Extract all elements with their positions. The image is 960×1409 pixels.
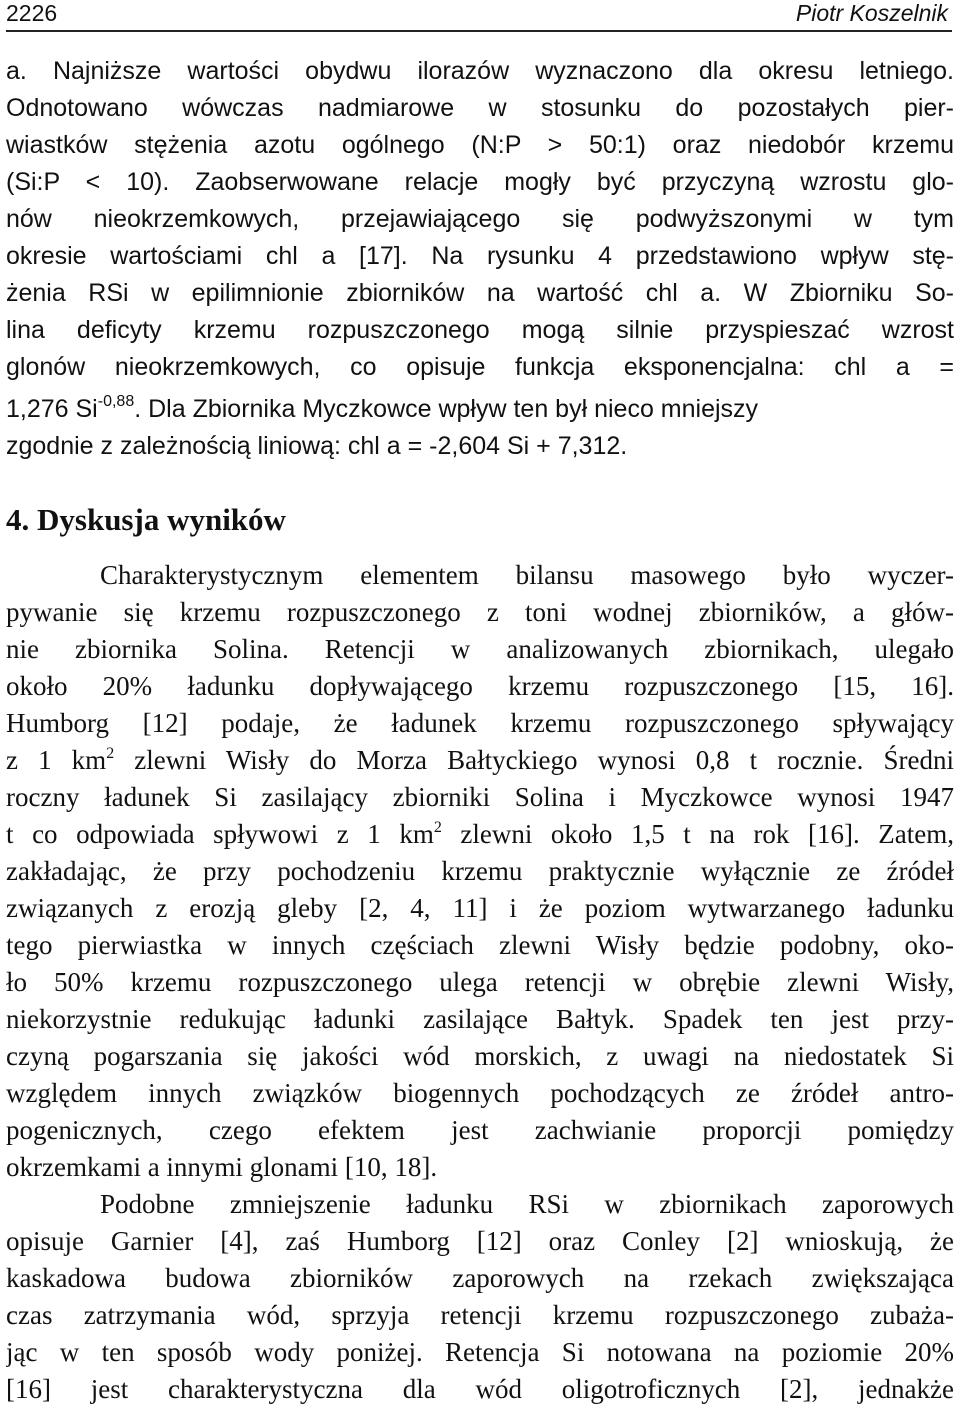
text-line: wiastków stężenia azotu ogólnego (N:P > 50:1) oraz niedobór krzemu [6, 131, 954, 159]
text-line [6, 742, 954, 779]
text-line: a. Najniższe wartości obydwu ilorazów wyznaczono dla okresu letniego. [6, 57, 954, 85]
superscript: 2 [106, 745, 115, 762]
text-line: nów nieokrzemkowych, przejawiającego się podwyższonymi w tym [6, 205, 954, 233]
text-line: ło 50% krzemu rozpuszczonego ulega retencji w obrębie zlewni Wisły, [6, 967, 954, 997]
text-fragment: z 1 km [6, 745, 107, 775]
text-line: względem innych związków biogennych pochodzących ze źródeł antro- [6, 1078, 954, 1108]
text-line: jąc w ten sposób wody poniżej. Retencja Si notowana na poziomie 20% [6, 1337, 954, 1367]
formula-exponent: -0,88 [97, 393, 135, 410]
text-fragment: zlewni Wisły do Morza Bałtyckiego wynosi 0,8 t rocznie. Średni [114, 745, 954, 775]
formula-line [6, 391, 954, 428]
text-line: pywanie się krzemu rozpuszczonego z toni wodnej zbiorników, a głów- [6, 597, 954, 627]
formula-rest: . Dla Zbiornika Myczkowce wpływ ten był nieco mniejszy [134, 395, 759, 423]
text-line: pogenicznych, czego efektem jest zachwianie proporcji pomiędzy [6, 1115, 954, 1145]
superscript: 2 [433, 819, 442, 836]
text-line: lina deficyty krzemu rozpuszczonego mogą silnie przyspieszać wzrost [6, 316, 954, 344]
text-line: okresie wartościami chl a [17]. Na rysunku 4 przedstawiono wpływ stę- [6, 242, 954, 270]
text-line: około 20% ładunku dopływającego krzemu rozpuszczonego [15, 16]. [6, 671, 954, 701]
page-number: 2226 [6, 0, 58, 26]
text-fragment: t co odpowiada spływowi z 1 km [6, 819, 434, 849]
text-fragment: zlewni około 1,5 t na rok [16]. Zatem, [441, 819, 954, 849]
text-line: niekorzystnie redukując ładunki zasilające Bałtyk. Spadek ten jest przy- [6, 1004, 954, 1034]
text-line: opisuje Garnier [4], zaś Humborg [12] oraz Conley [2] wnioskują, że [6, 1226, 954, 1256]
text-line: glonów nieokrzemkowych, co opisuje funkcja eksponencjalna: chl a = [6, 353, 954, 381]
text-line: Charakterystycznym elementem bilansu masowego było wyczer- [100, 560, 954, 590]
text-line: Humborg [12] podaje, że ładunek krzemu rozpuszczonego spływający [6, 708, 954, 738]
text-line [6, 816, 954, 853]
text-line: kaskadowa budowa zbiorników zaporowych na rzekach zwiększająca [6, 1263, 954, 1293]
text-line: zakładając, że przy pochodzeniu krzemu praktycznie wyłącznie ze źródeł [6, 856, 954, 886]
formula-base: 1,276 Si [6, 395, 98, 423]
text-line: Podobne zmniejszenie ładunku RSi w zbiornikach zaporowych [100, 1189, 954, 1219]
text-line: (Si:P < 10). Zaobserwowane relacje mogły być przyczyną wzrostu glo- [6, 168, 954, 196]
text-line: Odnotowano wówczas nadmiarowe w stosunku do pozostałych pier- [6, 94, 954, 122]
text-line: czas zatrzymania wód, sprzyja retencji krzemu rozpuszczonego zubaża- [6, 1300, 954, 1330]
text-line: okrzemkami a innymi glonami [10, 18]. [6, 1152, 438, 1182]
text-line: roczny ładunek Si zasilający zbiorniki Solina i Myczkowce wynosi 1947 [6, 782, 954, 812]
page-header [6, 0, 952, 32]
text-line: związanych z erozją gleby [2, 4, 11] i że poziom wytwarzanego ładunku [6, 893, 954, 923]
text-line: nie zbiornika Solina. Retencji w analizowanych zbiornikach, ulegało [6, 634, 954, 664]
text-line: czyną pogarszania się jakości wód morskich, z uwagi na niedostatek Si [6, 1041, 954, 1071]
text-line: [16] jest charakterystyczna dla wód oligotroficznych [2], jednakże [6, 1374, 954, 1404]
text-line: zgodnie z zależnością liniową: chl a = -2,604 Si + 7,312. [6, 432, 628, 460]
section-heading: 4. Dyskusja wyników [6, 502, 286, 537]
text-line: tego pierwiastka w innych częściach zlewni Wisły będzie podobny, oko- [6, 930, 954, 960]
running-author: Piotr Koszelnik [795, 0, 948, 26]
text-line: żenia RSi w epilimnionie zbiorników na wartość chl a. W Zbiorniku So- [6, 279, 954, 307]
